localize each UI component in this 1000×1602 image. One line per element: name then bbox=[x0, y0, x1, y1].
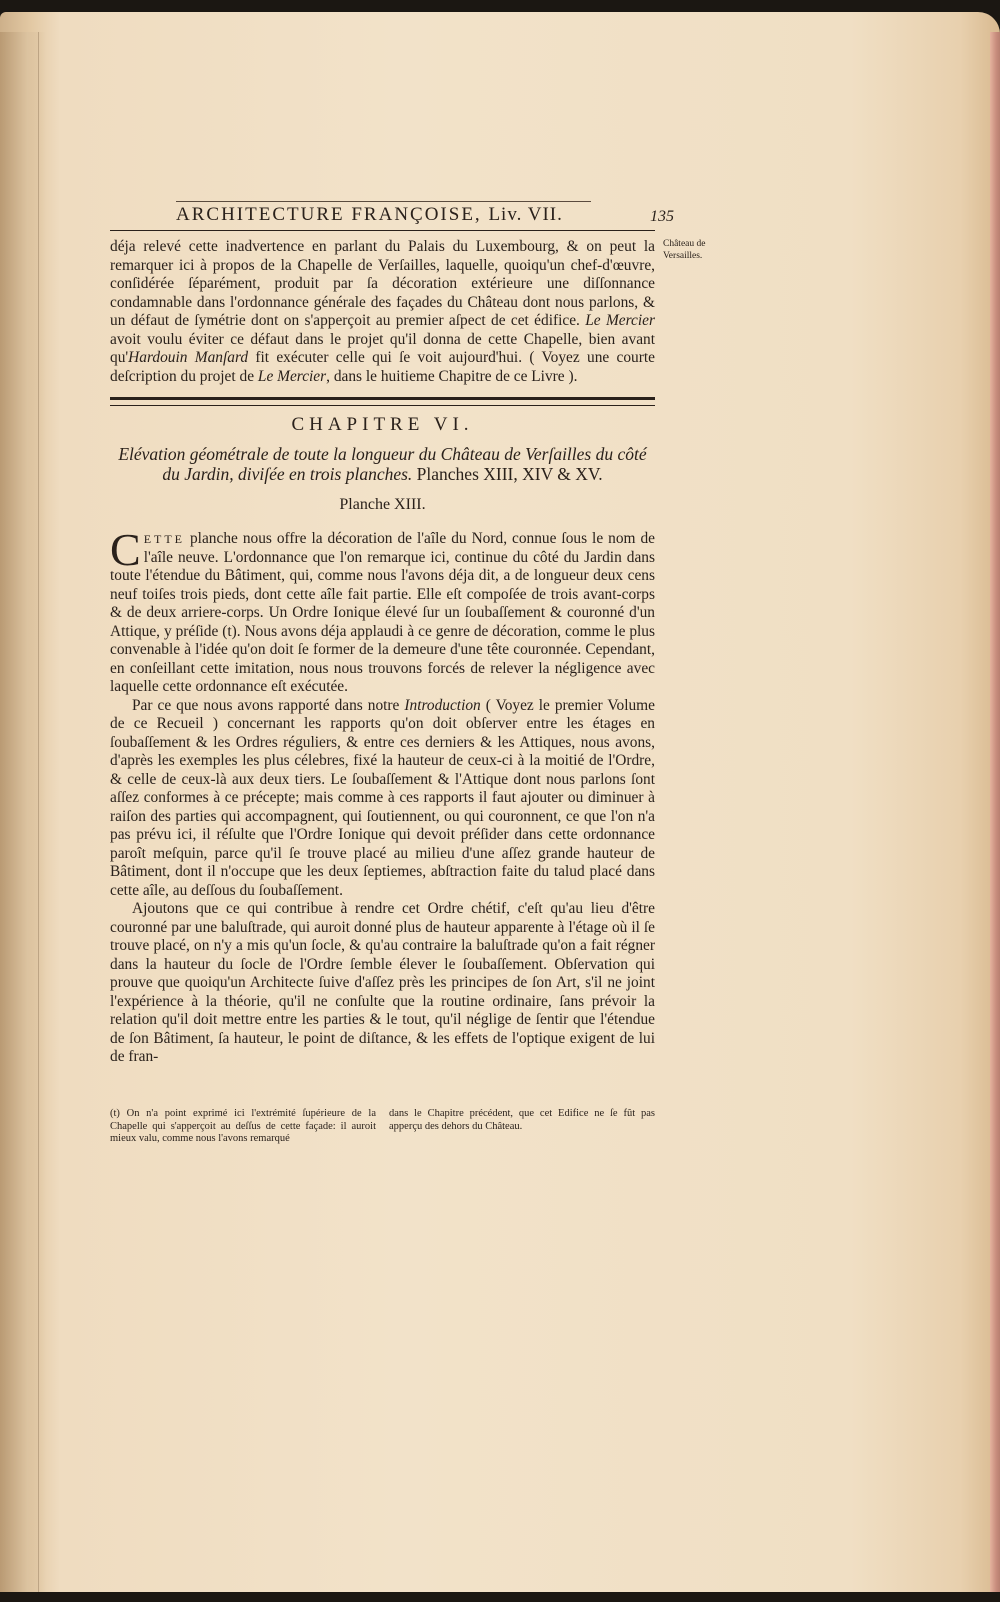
chapter-subtitle-plates: Planches XIII, XIV & XV. bbox=[412, 464, 603, 484]
running-head-book: Liv. VII. bbox=[488, 204, 563, 225]
paragraph-text: ( Voyez le premier Volume de ce Recueil ) concernant les rapports qu'on doit obſerver entre les étages en ſoubaſſement & les Ordres réguliers, & entre ces derniers & les Attiques, nous avons, d'après les exemples les plus célebres, fixé la hauteur de ceux-ci à la moitié de l'Ordre, & celle de ceux-là aux deux tiers. Le ſoubaſſement & l'Attique dont nous parlons ſont aſſez conformes à ce précepte; mais comme à ces rapports il faut ajouter ou diminuer à raiſon des parties qui accompagnent, qui ſoutiennent, ou qui couronnent, ce que l'on n'a pas prévu ici, il réſulte que l'Ordre Ionique qui devoit préſider dans cette ordonnance paroît meſquin, parce qu'il ſe trouve placé au milieu d'une aſſez grande hauteur de Bâtiment, dont il n'occupe que les deux ſeptiemes, abſtraction faite du talud placé dans cette aîle, au deſſous du ſoubaſſement. bbox=[110, 696, 655, 899]
page-number: 135 bbox=[650, 208, 674, 225]
italic-name: Le Mercier bbox=[257, 367, 327, 385]
chapter-title: CHAPITRE VI. bbox=[291, 414, 474, 435]
drop-cap: C bbox=[110, 524, 141, 575]
footnote bbox=[110, 1108, 655, 1146]
small-caps-opening: ETTE bbox=[143, 532, 186, 546]
chapter-body bbox=[110, 524, 655, 1067]
text-run: fit exécuter celle qui ſe voit aujourd'hui. ( Voyez une courte deſcription du projet de bbox=[110, 349, 655, 385]
italic-name: Le Mercier bbox=[585, 312, 655, 329]
paragraph-text: Ajoutons que ce qui contribue à rendre cet Ordre chétif, c'eſt qu'au lieu d'être couronné par une baluſtrade, qui auroit donné plus de hauteur apparente à l'étage où il ſe trouve placé, on n'y a mis qu'un ſocle, & qu'au contraire la baluſtrade qu'on a fait régner dans la hauteur du ſocle de l'Ordre ſemble élever le ſoubaſſement. Obſervation qui prouve que quoiqu'un Architecte ſuive d'aſſez près les principes de ſon Art, s'il ne joint l'expérience à la théorie, qu'il ne conſulte que la routine ordinaire, ſans prévoir la relation qu'il doit mettre entre les parties & le tout, qu'il néglige de ſentir que l'étendue de ſon Bâtiment, ſa hauteur, le point de diſtance, & les effets de l'optique exigent de lui de fran- bbox=[110, 900, 655, 1065]
continuation-paragraph bbox=[110, 238, 655, 386]
paragraph-text: Par ce que nous avons rapporté dans notre bbox=[132, 696, 405, 714]
italic-name: Hardouin Manſard bbox=[128, 349, 249, 366]
margin-note-line: Versailles. bbox=[663, 251, 703, 261]
chapter-subtitle bbox=[110, 444, 655, 484]
text-run: déja relevé cette inadvertence en parlant du Palais du Luxembourg, & on peut la remarquer ici à propos de la Chapelle de Verſailles, laquelle, quoiqu'un chef-d'œuvre, conſidérée ſéparément, produit par ſa décoration extérieure une diſſonnance condamnable dans l'ordonnance générale des façades du Château dont nous parlons, & un défaut de ſymétrie dont on s'apperçoit au premier aſpect de cet édifice. bbox=[110, 238, 655, 329]
page-gutter bbox=[0, 32, 46, 1592]
margin-note bbox=[663, 238, 723, 262]
chapter-subtitle-italic: Elévation géométrale de toute la longueur du Château de Verſailles du côté du Jardin, diviſée en trois planches. bbox=[118, 444, 647, 484]
running-head bbox=[176, 204, 591, 226]
footnote-column-right: dans le Chapitre précédent, que cet Edifice ne ſe fût pas apperçu des dehors du Château. bbox=[389, 1108, 655, 1132]
running-head-title: ARCHITECTURE FRANÇOISE, bbox=[176, 204, 482, 225]
text-run: avoit voulu éviter ce défaut dans le projet qu'il donna de cette Chapelle, bien avant qu' bbox=[110, 330, 655, 366]
paragraph bbox=[110, 697, 655, 901]
page-fore-edge bbox=[990, 32, 1000, 1592]
margin-note-line: Château de bbox=[663, 239, 706, 249]
text-run: , dans le huitieme Chapitre de ce Livre ). bbox=[326, 367, 578, 385]
plate-heading: Planche XIII. bbox=[339, 496, 426, 513]
paragraph-text: planche nous offre la décoration de l'aîle du Nord, connue ſous le nom de l'aîle neuve. L'ordonnance que l'on remarque ici, continue du côté du Jardin dans toute l'étendue du Bâtiment, qui, comme nous l'avons déja dit, a de longueur deux cens neuf toiſes trois pieds, dont cette aîle fait partie. Elle eſt compoſée de trois avant-corps & de deux arriere-corps. Un Ordre Ionique élevé ſur un ſoubaſſement & couronné d'un Attique, y préſide (t). Nous avons déja applaudi à ce genre de décoration, comme le plus convenable à l'idée qu'on doit ſe former de la demeure d'une tête couronnée. Cependant, en conſeillant cette imitation, nous nous trouvons forcés de relever la négligence avec laquelle cette ordonnance eſt exécutée. bbox=[110, 530, 655, 695]
paragraph bbox=[110, 524, 655, 697]
paragraph bbox=[110, 900, 655, 1067]
page-fold bbox=[38, 32, 39, 1592]
section-double-rule bbox=[110, 397, 655, 406]
italic-term: Introduction bbox=[404, 696, 481, 714]
running-head-top-rule bbox=[176, 201, 591, 202]
running-head-rule bbox=[110, 230, 655, 231]
footnote-column-left: (t) On n'a point exprimé ici l'extrémité ſupérieure de la Chapelle qui s'apperçoit au deſſus de cette façade: il auroit mieux valu, comme nous l'avons remarqué bbox=[110, 1108, 376, 1144]
